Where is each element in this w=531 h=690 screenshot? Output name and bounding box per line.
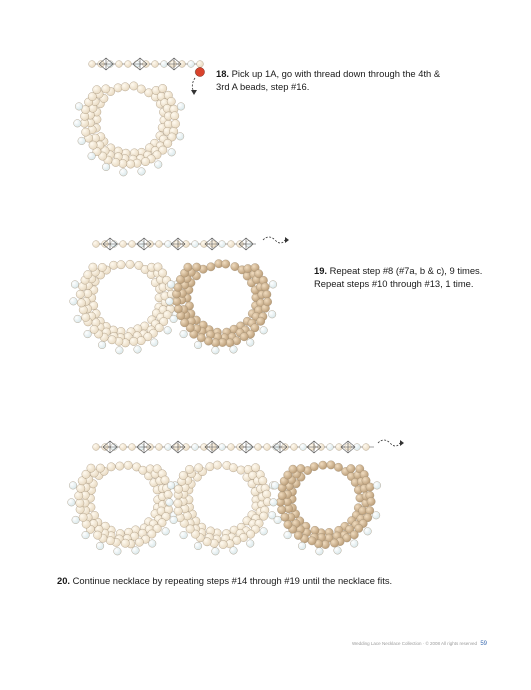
bead (89, 61, 96, 68)
bead (278, 491, 286, 499)
bead (222, 260, 230, 268)
bead (116, 61, 123, 68)
bead (277, 506, 285, 514)
bead (138, 168, 146, 176)
bead (89, 263, 97, 271)
bead (161, 61, 168, 68)
bead (69, 482, 77, 490)
bead (176, 132, 184, 140)
bead (116, 346, 124, 354)
bead (263, 298, 271, 306)
bead (366, 483, 374, 491)
bead (213, 461, 221, 469)
bead (141, 157, 149, 165)
bead (158, 269, 166, 277)
bead (96, 464, 104, 472)
bead (347, 464, 355, 472)
bead (316, 547, 324, 555)
bead-ring-illustration (56, 425, 416, 565)
step-number: 19. (314, 265, 328, 276)
bead (219, 540, 227, 548)
beading-diagram-step-20 (56, 425, 416, 565)
bead (256, 317, 264, 325)
bead (264, 444, 271, 451)
step-20-instruction (57, 575, 497, 588)
bead (84, 270, 92, 278)
bead (180, 330, 188, 338)
bead (228, 444, 235, 451)
bead (255, 444, 262, 451)
bead (270, 499, 278, 507)
step-text: Continue necklace by repeating steps #14 through #19 until the necklace fits. (72, 575, 393, 586)
bead (130, 337, 138, 345)
bead (117, 261, 125, 269)
bead (350, 531, 358, 539)
bead (109, 261, 117, 269)
bead (93, 531, 101, 539)
bead (262, 490, 270, 498)
bead (75, 103, 83, 111)
bead (82, 128, 90, 136)
bead (75, 492, 83, 500)
bead (114, 547, 122, 555)
bead (259, 477, 267, 485)
bead (167, 97, 175, 105)
bead (327, 461, 335, 469)
bead (93, 86, 101, 94)
bead (87, 464, 95, 472)
bead (229, 464, 237, 472)
bead (156, 444, 163, 451)
bead (167, 281, 175, 289)
bead (162, 528, 170, 536)
bead (124, 461, 132, 469)
step-text: Pick up 1A, go with thread down through the 4th & 3rd A beads, step #16. (216, 68, 441, 92)
bead (148, 540, 156, 548)
bead (135, 538, 143, 546)
bead (174, 485, 182, 493)
bead (192, 444, 199, 451)
bead (308, 537, 316, 545)
bead (284, 520, 292, 528)
bead (84, 330, 92, 338)
footer-credit: Wedding Lace Necklace Collection · © 2008 All rights reserved (352, 641, 478, 646)
bead (98, 263, 106, 271)
bead (120, 241, 127, 248)
bead (165, 241, 172, 248)
bead (154, 161, 162, 169)
bead (126, 260, 134, 268)
bead (284, 531, 292, 539)
bead (327, 444, 334, 451)
bead (108, 336, 116, 344)
bead (89, 141, 97, 149)
bead (120, 444, 127, 451)
bead (373, 482, 381, 490)
bead (334, 547, 342, 555)
step-19-instruction (314, 265, 494, 290)
bead (76, 290, 84, 298)
bead (121, 83, 129, 91)
bead (125, 61, 132, 68)
bead (78, 137, 86, 145)
bead (77, 299, 85, 307)
bead (179, 471, 187, 479)
bead (228, 241, 235, 248)
bead (260, 327, 268, 335)
bead (219, 241, 226, 248)
bead (167, 482, 175, 490)
bead (350, 540, 358, 548)
bead (74, 315, 82, 323)
bead (93, 241, 100, 248)
bead (112, 158, 120, 166)
beading-diagram-step-19 (58, 222, 308, 362)
bead (271, 482, 279, 490)
bead (297, 464, 305, 472)
bead (319, 461, 327, 469)
bead (194, 464, 202, 472)
bead (174, 507, 182, 515)
bead (291, 444, 298, 451)
bead (129, 444, 136, 451)
bead (260, 512, 268, 520)
bead (134, 346, 142, 354)
step-number: 18. (216, 68, 230, 79)
bead (188, 61, 195, 68)
bead (116, 462, 124, 470)
bead (173, 297, 181, 305)
bead (164, 490, 172, 498)
bead (207, 263, 215, 271)
bead (120, 168, 128, 176)
bead (212, 547, 220, 555)
bead (180, 531, 188, 539)
bead (168, 149, 176, 157)
bead (77, 484, 85, 492)
bead (76, 499, 84, 507)
bead (230, 346, 238, 354)
bead (121, 539, 129, 547)
bead (70, 298, 78, 306)
bead (330, 539, 338, 547)
bead (194, 341, 202, 349)
bead (165, 444, 172, 451)
bead (74, 120, 82, 128)
bead (246, 540, 254, 548)
bead (269, 281, 277, 289)
bead (184, 263, 192, 271)
bead (72, 516, 80, 524)
bead (274, 516, 282, 524)
bead (170, 315, 178, 323)
step-18-instruction (216, 68, 446, 93)
step-number: 20. (57, 575, 71, 586)
bead (192, 241, 199, 248)
bead (93, 444, 100, 451)
bead (363, 444, 370, 451)
bead (372, 511, 380, 519)
bead (137, 336, 145, 344)
bead (170, 516, 178, 524)
bead (107, 463, 115, 471)
bead (174, 305, 182, 313)
bead (281, 513, 289, 521)
bead (126, 160, 134, 168)
bead (310, 462, 318, 470)
bead (102, 85, 110, 93)
bead (364, 528, 372, 536)
bead (96, 542, 104, 550)
bead (212, 346, 220, 354)
bead (177, 103, 185, 111)
bead (158, 84, 166, 92)
bead (193, 263, 201, 271)
bead (166, 298, 174, 306)
bead (150, 339, 158, 347)
bead (240, 333, 248, 341)
beading-diagram-step-18 (60, 38, 220, 188)
bead (68, 499, 76, 507)
bead (130, 82, 138, 90)
bead (84, 289, 92, 297)
step-text: Repeat step #8 (#7a, b & c), 9 times. Repeat steps #10 through #13, 1 time. (314, 265, 483, 289)
bead (367, 497, 375, 505)
bead (102, 163, 110, 171)
bead (289, 465, 297, 473)
bead (197, 61, 204, 68)
bead (137, 85, 145, 93)
bead (171, 120, 179, 128)
page-footer (352, 641, 487, 647)
bead (174, 499, 182, 507)
bead (263, 290, 271, 298)
bead (132, 547, 140, 555)
bead (152, 61, 159, 68)
bead (90, 325, 98, 333)
bead (260, 528, 268, 536)
bead (219, 444, 226, 451)
bead (88, 152, 96, 160)
bead-ring-illustration (60, 38, 220, 188)
bead (300, 444, 307, 451)
bead (246, 339, 254, 347)
page-number: 59 (480, 641, 487, 647)
bead (174, 283, 182, 291)
bead (230, 547, 238, 555)
bead (171, 112, 179, 120)
bead (79, 513, 87, 521)
bead-ring-illustration (58, 222, 308, 362)
bead (106, 536, 114, 544)
bead (82, 531, 90, 539)
bead (268, 310, 276, 318)
bead (129, 241, 136, 248)
bead (71, 281, 79, 289)
bead (166, 499, 174, 507)
bead (164, 327, 172, 335)
bead (334, 463, 342, 471)
bead (156, 241, 163, 248)
bead (185, 465, 193, 473)
bead (261, 283, 269, 291)
bead (82, 313, 90, 321)
bead (197, 334, 205, 342)
bead (194, 542, 202, 550)
bead (98, 341, 106, 349)
bead (298, 542, 306, 550)
bead (206, 462, 214, 470)
